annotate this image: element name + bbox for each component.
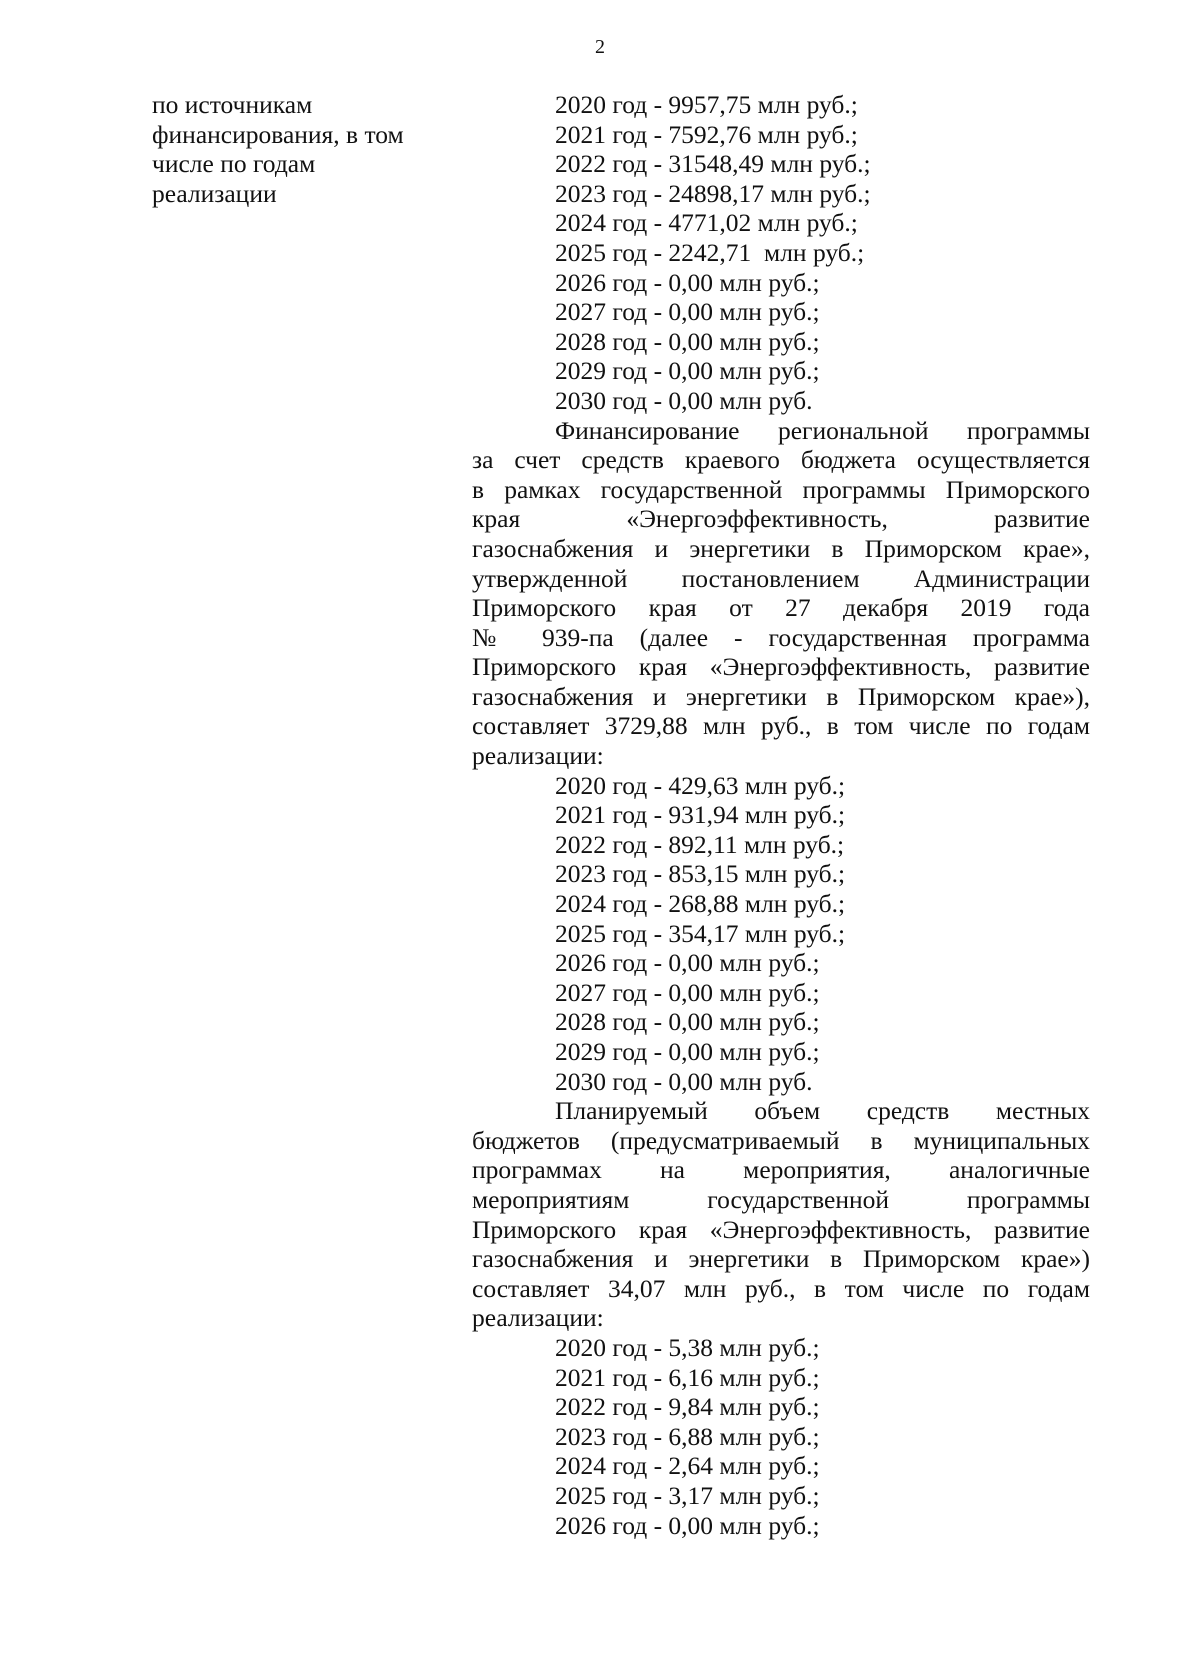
local-year-line: 2023 год - 6,88 млн руб.;: [555, 1421, 820, 1451]
paragraph-line: утвержденной постановлением Администрации: [472, 563, 1090, 593]
local-year-line: 2025 год - 3,17 млн руб.;: [555, 1480, 820, 1510]
local-budget-paragraph: [472, 1096, 1090, 1333]
total-year-line: 2024 год - 4771,02 млн руб.;: [555, 208, 858, 238]
right-column-content: [472, 90, 1090, 1540]
paragraph-line: Приморского края «Энергоэффективность, развитие: [472, 652, 1090, 682]
total-year-line: 2026 год - 0,00 млн руб.;: [555, 267, 820, 297]
paragraph-line: составляет 3729,88 млн руб., в том числе по годам: [472, 711, 1090, 741]
left-column-line: по источникам: [152, 90, 313, 119]
paragraph-line: за счет средств краевого бюджета осуществляется: [472, 445, 1090, 475]
total-year-line: 2027 год - 0,00 млн руб.;: [555, 297, 820, 327]
paragraph-line: Финансирование региональной программы: [555, 415, 1090, 445]
total-year-line: 2028 год - 0,00 млн руб.;: [555, 326, 820, 356]
left-column-line: финансирования, в том: [152, 119, 404, 149]
total-year-line: 2021 год - 7592,76 млн руб.;: [555, 119, 858, 149]
page-number: 2: [595, 36, 605, 58]
paragraph-line: мероприятиям государственной программы: [472, 1184, 1090, 1214]
local-year-line: 2020 год - 5,38 млн руб.;: [555, 1332, 820, 1362]
local-year-line: 2021 год - 6,16 млн руб.;: [555, 1362, 820, 1392]
regional-year-line: 2025 год - 354,17 млн руб.;: [555, 918, 846, 948]
left-column-label: [152, 90, 442, 208]
regional-year-line: 2022 год - 892,11 млн руб.;: [555, 829, 845, 859]
paragraph-line: края «Энергоэффективность, развитие: [472, 504, 1090, 534]
regional-year-line: 2027 год - 0,00 млн руб.;: [555, 977, 820, 1007]
regional-year-line: 2026 год - 0,00 млн руб.;: [555, 948, 820, 978]
total-year-line: 2029 год - 0,00 млн руб.;: [555, 356, 820, 386]
paragraph-line: составляет 34,07 млн руб., в том числе по годам: [472, 1273, 1090, 1303]
regional-year-line: 2028 год - 0,00 млн руб.;: [555, 1007, 820, 1037]
total-year-line: 2022 год - 31548,49 млн руб.;: [555, 149, 871, 179]
paragraph-line: газоснабжения и энергетики в Приморском крае»),: [472, 681, 1090, 711]
local-year-line: 2026 год - 0,00 млн руб.;: [555, 1510, 820, 1540]
regional-year-line: 2029 год - 0,00 млн руб.;: [555, 1037, 820, 1066]
left-column-line: числе по годам: [152, 149, 316, 178]
regional-budget-paragraph: [472, 416, 1090, 771]
local-by-year-list: [472, 1333, 1090, 1540]
local-year-line: 2022 год - 9,84 млн руб.;: [555, 1392, 820, 1422]
paragraph-line: газоснабжения и энергетики в Приморском крае»,: [472, 533, 1090, 563]
paragraph-line: Приморского края «Энергоэффективность, развитие: [472, 1214, 1090, 1244]
paragraph-line: № 939-па (далее - государственная программа: [472, 622, 1090, 652]
total-year-line: 2023 год - 24898,17 млн руб.;: [555, 178, 871, 208]
local-year-line: 2024 год - 2,64 млн руб.;: [555, 1451, 820, 1481]
paragraph-line: Планируемый объем средств местных: [555, 1096, 1090, 1126]
regional-year-line: 2030 год - 0,00 млн руб.: [555, 1066, 813, 1096]
paragraph-line: реализации:: [472, 741, 604, 771]
paragraph-line: в рамках государственной программы Приморского: [472, 474, 1090, 504]
regional-year-line: 2024 год - 268,88 млн руб.;: [555, 889, 846, 919]
total-by-year-list: [472, 90, 1090, 416]
total-year-line: 2030 год - 0,00 млн руб.: [555, 385, 813, 415]
paragraph-line: бюджетов (предусматриваемый в муниципальных: [472, 1125, 1090, 1155]
paragraph-line: Приморского края от 27 декабря 2019 года: [472, 593, 1090, 623]
paragraph-line: реализации:: [472, 1303, 604, 1333]
paragraph-line: газоснабжения и энергетики в Приморском крае»): [472, 1244, 1090, 1274]
regional-year-line: 2021 год - 931,94 млн руб.;: [555, 800, 846, 830]
regional-by-year-list: [472, 771, 1090, 1097]
paragraph-line: программах на мероприятия, аналогичные: [472, 1155, 1090, 1185]
total-year-line: 2020 год - 9957,75 млн руб.;: [555, 90, 858, 119]
regional-year-line: 2020 год - 429,63 млн руб.;: [555, 770, 846, 800]
left-column-line: реализации: [152, 178, 277, 208]
total-year-line: 2025 год - 2242,71 млн руб.;: [555, 237, 865, 267]
regional-year-line: 2023 год - 853,15 млн руб.;: [555, 859, 846, 889]
